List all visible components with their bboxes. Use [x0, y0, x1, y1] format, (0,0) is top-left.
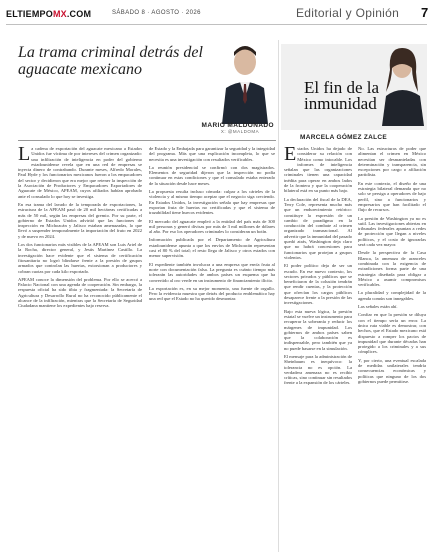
- paragraph: Las señales están ahí.: [358, 304, 398, 310]
- paragraph: En esa trama del lavado de la temporada de exportaciones, la estructura de la APEAM pasó de 20 mil hectáreas certificadas a más de 50 mil, según las empresas del gremio. Por su parte, el gobierno de Estados Unidos advirtió que las funciones de inspección en Michoacán y Jalisco estaban amenazadas, lo que llevó a suspender temporalmente la importación del fruto en 2022 y de nuevo en 2024.: [18, 201, 142, 239]
- paragraph: La propuesta resulta incluso cómoda: culpar a los cárteles de la violencia y al mismo tiempo aceptar que el negocio siga creciendo. En Estados Unidos, la investigación señala que hay empresas que exportan fruta de huertas no certificadas y que el sistema de trazabilidad tiene huecos evidentes.: [149, 189, 275, 216]
- left-article-column-2: [149, 146, 275, 548]
- logo-prefix: ELTIEMPO: [6, 9, 53, 19]
- logo-tld: .COM: [66, 9, 92, 19]
- paragraph: La declaración del fiscal de la DEA, Terry Cole, representa mucho más que un endurecimiento retórico: constituye la expresión de un cambio de paradigma en la conducción del combate al crimen organizado transnacional. Al advertir que la inmunidad del pasado quedó atrás, Washington deja claro que no habrá concesiones para funcionarios que protejan a grupos violentos.: [284, 196, 352, 260]
- masthead: [0, 0, 433, 26]
- paragraph: APEAM conoce la dimensión del problema. Por ello se acercó a Palacio Nacional con una agenda de cooperación. Sin embargo, la respuesta oficial ha sido tibia y fragmentada: la Secretaría de Agricultura y Desarrollo Rural no ha reconocido públicamente el alcance de la infiltración, mientras que la Secretaría de Seguridad Ciudadana mantiene los expedientes bajo reserva.: [18, 276, 142, 309]
- paragraph: La reunión presidencial se confirmó con dos magistrados. Elementos de seguridad dijeron que la inspección no podía continuar en estas condiciones y que el consulado estaba enterado de la situación desde hace meses.: [149, 164, 275, 186]
- right-article-title: El fin de la inmunidad: [304, 78, 380, 113]
- paragraph: Bajo esta nueva lógica, la presión estatal se vuelve un instrumento para recuperar la soberanía y reducir los márgenes de impunidad. Los gobiernos de ambos países saben que la colaboración es indispensable, pero también que ya no puede basarse en la simulación.: [284, 308, 352, 351]
- paragraph: El poder político deja de ser un escudo. En ese nuevo contexto, los sectores privados y públicos que se beneficiaron de la colusión tendrán que rendir cuentas, y la protección que ofrecían los cargos públicos desaparece frente a la presión de las investigaciones.: [284, 263, 352, 306]
- paragraph: de Estado y la Embajada para garantizar la seguridad y la integridad del programa. Más que una explicación incompleta, lo que se necesita es una investigación con resultados verificables.: [149, 146, 275, 162]
- author-photo-mario: [216, 38, 272, 124]
- drop-cap: L: [18, 146, 31, 165]
- drop-cap: E: [284, 146, 297, 165]
- paragraph: El mercado del aguacate empleó a la entidad del país más de 300 mil personas y generó divisas por más de 3 mil millones de dólares al año. Por eso los operadores criminales lo consideran un botín.: [149, 218, 275, 235]
- paragraph: Información publicada por el Departamento de Agricultura estadounidense apunta a que los envíos de Michoacán representan casi el 80 % del total; el resto llega de Jalisco y otros estados con menor supervisión.: [149, 237, 275, 259]
- right-article-column-1: [284, 146, 352, 548]
- right-author-name: MARCELA GÓMEZ ZALCE: [300, 134, 388, 141]
- right-article-column-2: [358, 146, 426, 548]
- paragraph: El expediente también involucra a una empresa que envía fruta al norte con documentación falsa. La pregunta es cuánto tiempo más tolerarán las autoridades de ambos países un esquema que ha convertido al oro verde en un instrumento de financiamiento ilícito.: [149, 261, 275, 283]
- paragraph: [18, 146, 142, 199]
- paragraph: El mensaje para la administración de Sheinbaum es inequívoco: la tolerancia no es opción. La verdadera amenaza no es recibir críticas, sino continuar sin resultados frente a la expansión de los cárteles.: [284, 353, 352, 386]
- paragraph: La pluralidad y complejidad de la agenda común son innegables.: [358, 290, 426, 301]
- logo-suffix: MX: [52, 9, 67, 19]
- paragraph-text: stados Unidos ha dejado de considerar su relación con México como intocable. Los informes de inteligencia señalan que las organizaciones criminales tienen una capacidad inédita para operar en ambos lados de la frontera y que la cooperación bilateral está en su punto más bajo.: [284, 146, 352, 194]
- section-title: Editorial y Opinión: [296, 6, 400, 20]
- issue-date: SÁBADO 8 · AGOSTO · 2026: [112, 10, 201, 16]
- paragraph: Desde la perspectiva de la Casa Blanca, la amenaza de aranceles combinada con la exigencia de extradiciones forma parte de una estrategia diseñada para obligar a México a asumir compromisos verificables.: [358, 250, 426, 288]
- paragraph: Y, por cierto, una eventual escalada de medidas unilaterales tendría consecuencias económicas y políticas que ninguno de los dos gobiernos puede permitirse.: [358, 357, 426, 384]
- left-author-name: MARIO MALDONADO: [201, 122, 274, 129]
- page-number: 7: [421, 5, 429, 20]
- column-separator: [278, 40, 279, 552]
- paragraph: En este contexto, el diseño de una estrategia bilateral demanda que no solo se persiga a operadores de bajo perfil, sino a funcionarios y empresarios que han facilitado el flujo de recursos.: [358, 180, 426, 213]
- newspaper-logo: [6, 9, 91, 19]
- left-author-handle: X: @MALDOMA: [220, 129, 260, 134]
- paragraph: Confiar en que la presión se diluya con el tiempo sería un error. La única ruta viable es demostrar, con hechos, que el Estado mexicano está dispuesto a romper los pactos de impunidad que durante décadas han protegido a los criminales y a sus cómplices.: [358, 312, 426, 355]
- paragraph: Los dos funcionarios más visibles de la APEAM son Luis Ariel de la Rocha, director general, y Jesús Martínez Castillo. La investigación hace evidente que el sistema de certificación fitosanitaria no logró blindarse frente a la presión de grupos armados que controlan las huertas, extorsionan a productores y cobran cuotas por cada kilo exportado.: [18, 242, 142, 274]
- paragraph: La exportación es, en su mejor momento, una fuente de orgullo. Pero la evidencia muestra que detrás del producto emblemático hay una red que el Estado no ha querido desmontar.: [149, 285, 275, 302]
- masthead-divider: [6, 24, 427, 25]
- left-article-title: La trama criminal detrás del aguacate mexicano: [18, 44, 203, 78]
- paragraph: No. Las estructuras de poder que alimentan el crimen en México necesitan ser desmanteladas con determinación y transparencia, sin excepciones por cargo o afiliación partidista.: [358, 146, 426, 178]
- left-header-divider: [18, 140, 276, 141]
- paragraph-text: a cadena de exportación del aguacate mexicano a Estados Unidos fue víctima de por intereses del crimen organizado: una infiltración de inteligencia en poder del gobierno estadounidense revela que en una red de empresas se inyecta dinero de contrabando. Durante meses, Alfredo Morales, Paul Hyde y los funcionarios mexicanos fueron a los empacadores del sector y decidieron que era mejor que retener la inspección de la Asociación de Productores y Empacadores Exportadores de Aguacate de México, APEAM, cuyos afiliados habían aprobado ante el consulado lo que hoy se investiga.: [18, 146, 142, 199]
- author-photo-marcela: [378, 40, 428, 126]
- paragraph: [284, 146, 352, 194]
- left-article-column-1: [18, 146, 142, 548]
- paragraph: La presión de Washington ya no es sutil. Las investigaciones abiertas en tribunales federales apuntan a redes de protección que llegan a niveles políticos, y el costo de ignorarlas será cada vez mayor.: [358, 215, 426, 248]
